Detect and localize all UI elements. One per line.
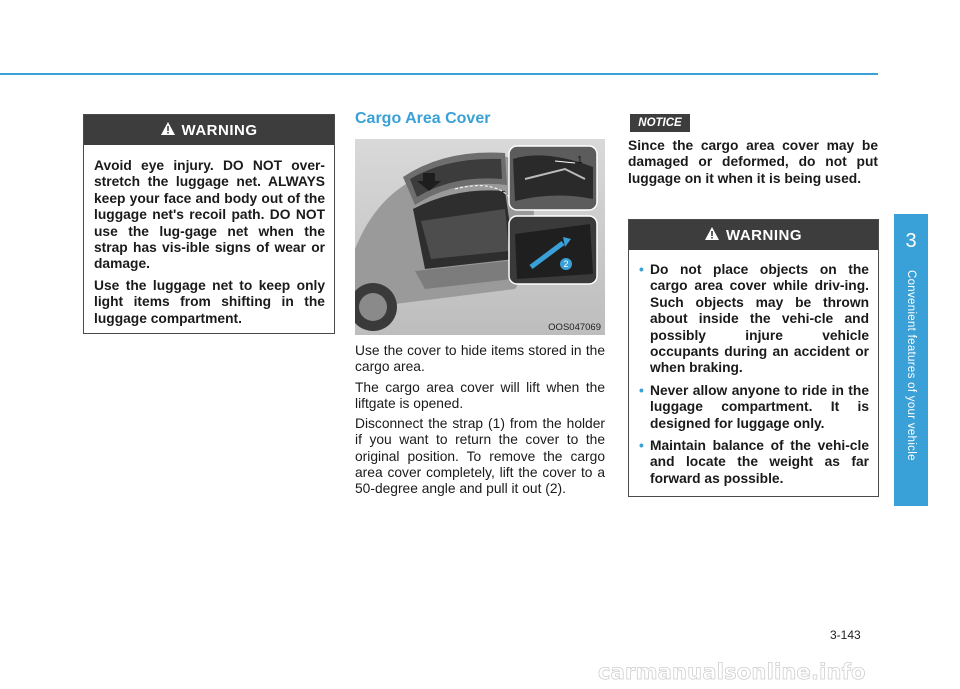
notice-text: Since the cargo area cover may be damaged or deformed, do not put luggage on it when it is being used. <box>628 138 878 186</box>
notice-badge: NOTICE <box>630 114 690 132</box>
chapter-title: Convenient features of your vehicle <box>905 270 917 461</box>
chapter-number: 3 <box>905 230 917 252</box>
warning-heading: WARNING <box>181 121 258 139</box>
warning-bullet: • Never allow anyone to ride in the luggage compartment. It is designed for luggage only. <box>639 383 869 432</box>
warning-body <box>84 145 334 342</box>
callout-2-label: 2 <box>560 258 572 270</box>
body-paragraph: Use the cover to hide items stored in the cargo area. <box>355 343 605 375</box>
top-rule <box>0 73 878 75</box>
body-paragraph: Disconnect the strap (1) from the holder if you want to return the cover to the original position. To remove the cargo area cover completely, lift the cover to a 50-degree angle and pull it out (2). <box>355 416 605 497</box>
warning-header <box>84 115 334 145</box>
warning-body <box>629 250 878 503</box>
warning-box-cargo-cover <box>628 219 879 497</box>
warning-bullet: • Do not place objects on the cargo area cover while driv-ing. Such objects may be thrown about inside the vehi-cle and possibly injure vehicle occupants during an accident or when braking. <box>639 262 869 377</box>
warning-heading: WARNING <box>726 226 802 244</box>
warning-triangle-icon <box>705 227 719 244</box>
callout-1-label: 1 <box>577 155 583 166</box>
body-paragraph: The cargo area cover will lift when the liftgate is opened. <box>355 379 605 411</box>
warning-box-luggage-net <box>83 114 335 334</box>
warning-triangle-icon <box>161 122 175 139</box>
warning-bullet: • Maintain balance of the vehi-cle and locate the weight as far forward as possible. <box>639 438 869 487</box>
chapter-tab <box>894 214 928 506</box>
warning-header <box>629 220 878 250</box>
figure-code: OOS047069 <box>548 322 601 333</box>
cargo-cover-drawing <box>355 139 605 335</box>
cargo-cover-illustration <box>355 139 605 335</box>
warning-bullet-list <box>639 262 869 487</box>
section-body <box>355 343 605 502</box>
page-number: 3-143 <box>830 628 861 642</box>
watermark: carmanualsonline.info <box>598 660 866 684</box>
warning-paragraph: Use the luggage net to keep only light items from shifting in the luggage compartment. <box>94 277 325 326</box>
section-title: Cargo Area Cover <box>355 110 491 127</box>
warning-paragraph: Avoid eye injury. DO NOT over-stretch the luggage net. ALWAYS keep your face and body out of the luggage net's recoil path. DO NOT use the lug-gage net when the strap has vis-ible signs of wear or damage. <box>94 158 325 272</box>
